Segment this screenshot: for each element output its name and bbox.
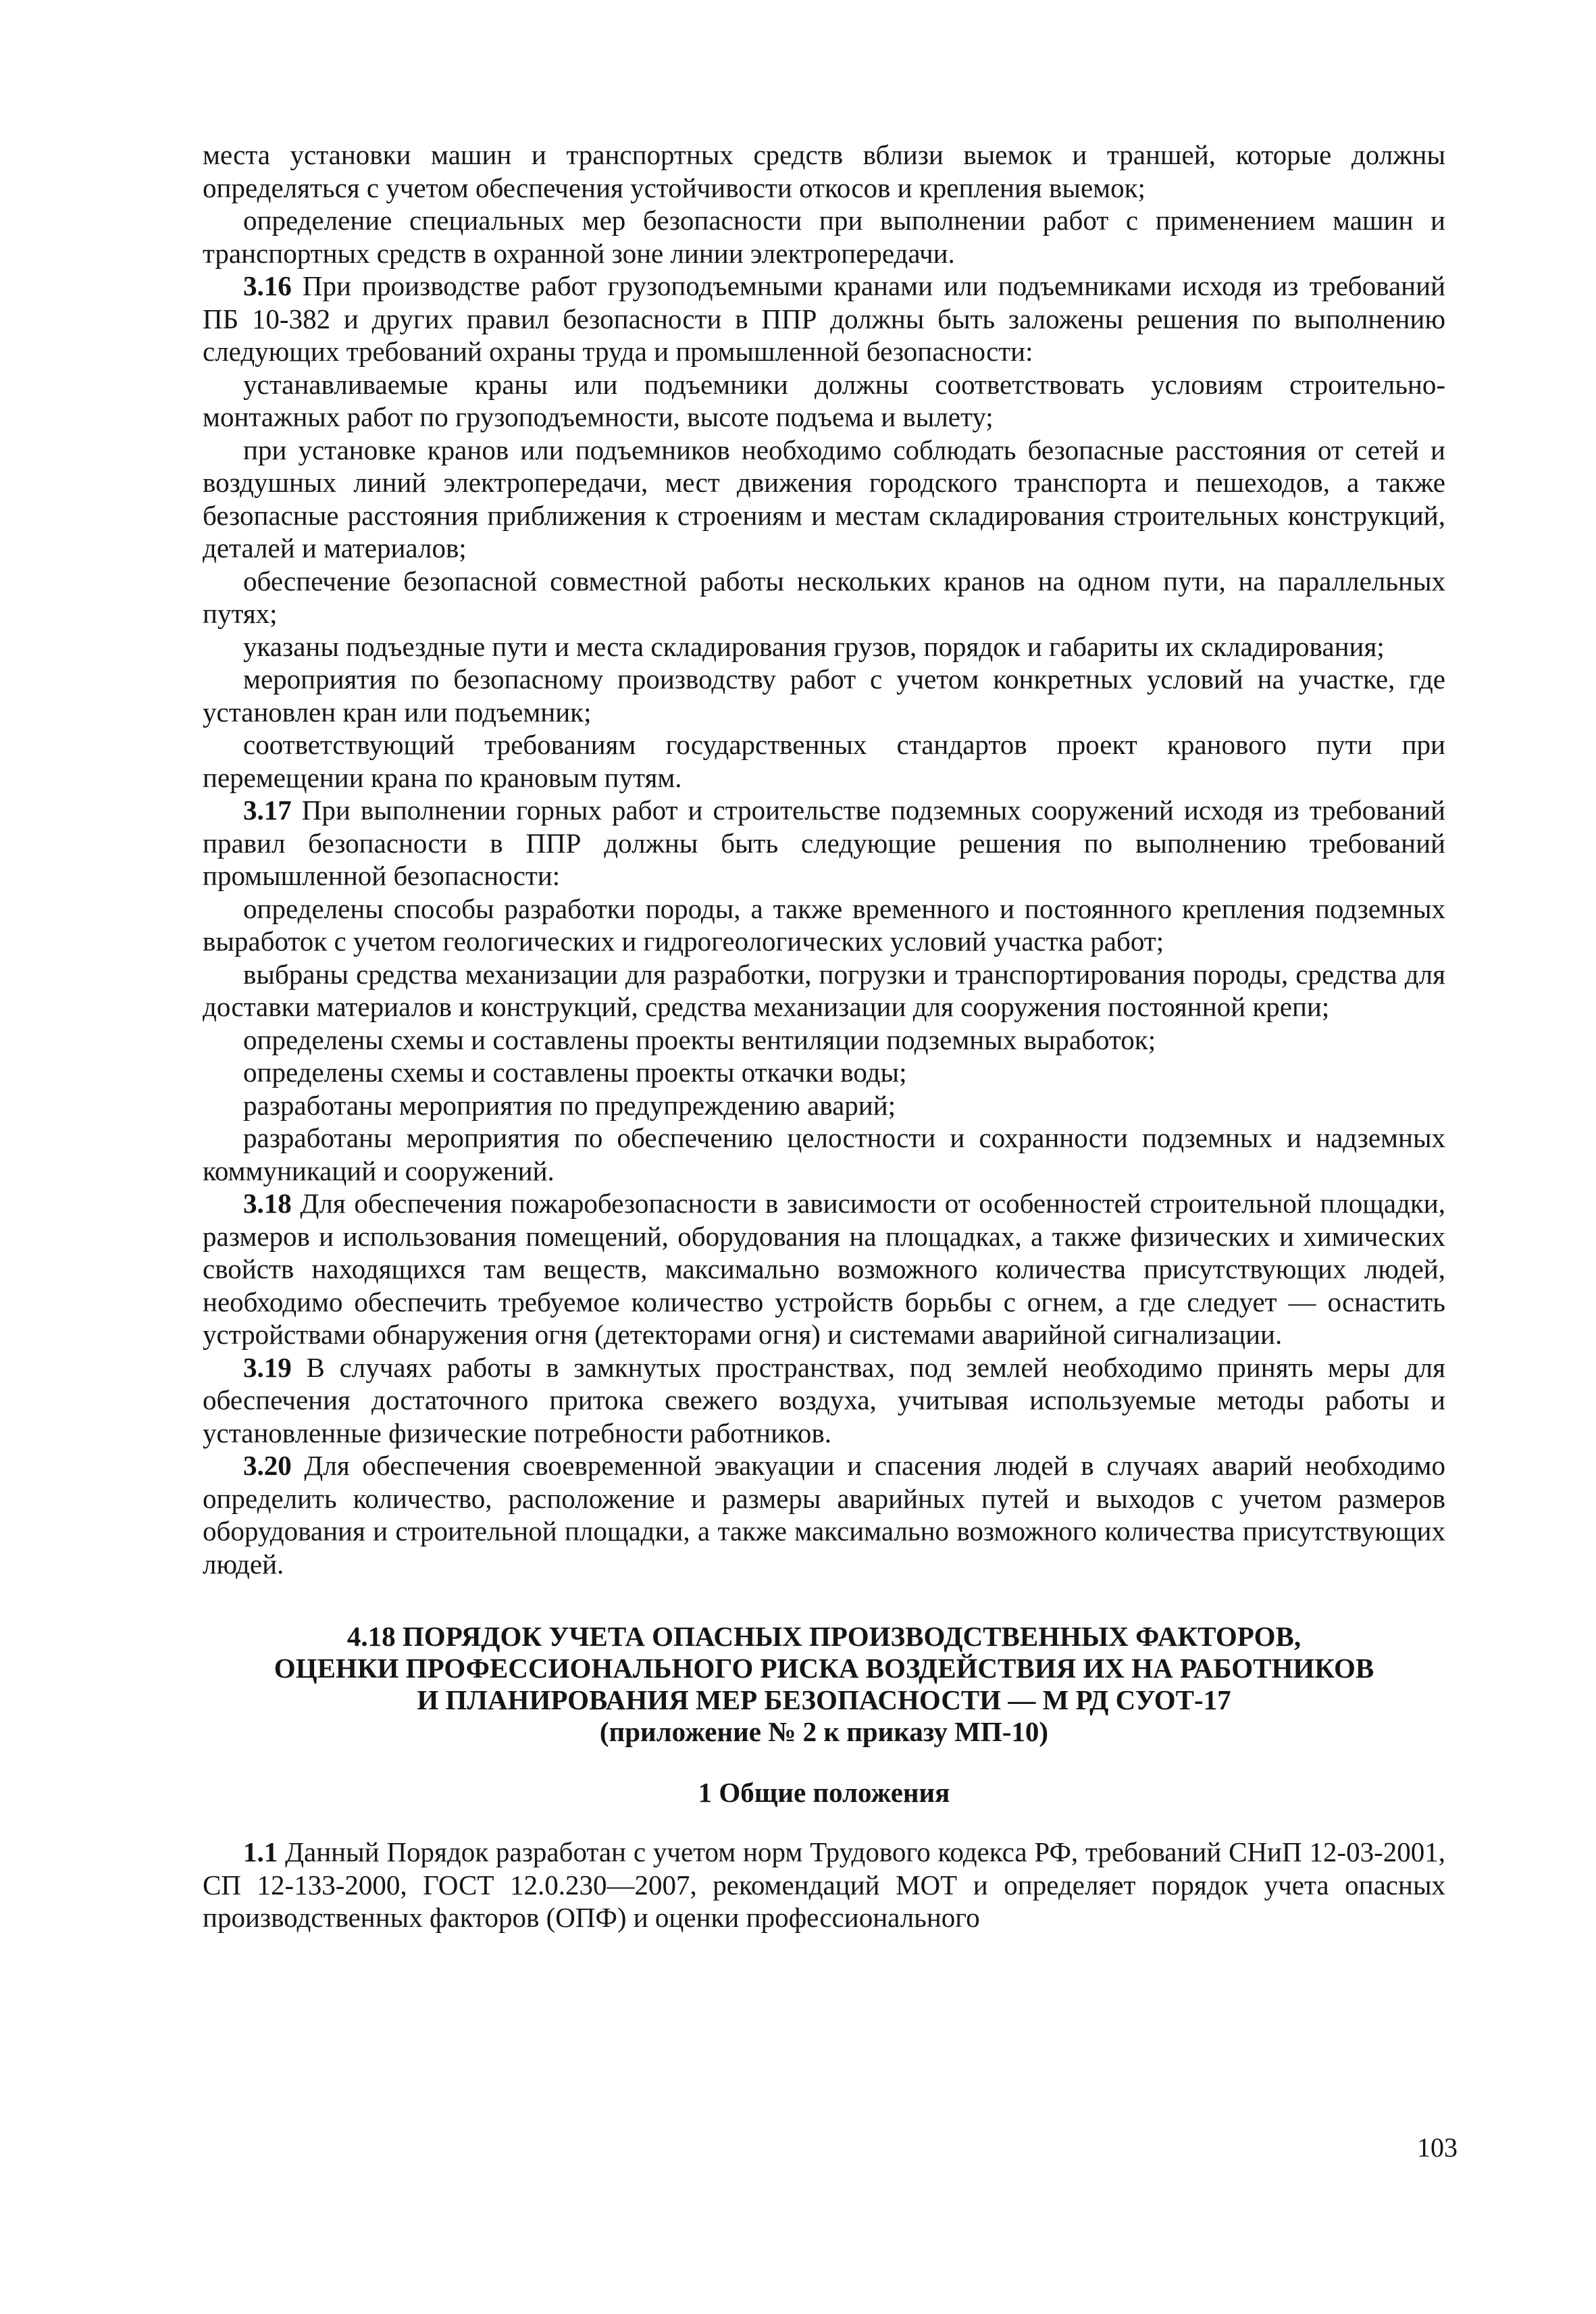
section-heading-line: И ПЛАНИРОВАНИЯ МЕР БЕЗОПАСНОСТИ — М РД СУОТ-17: [417, 1684, 1231, 1715]
paragraph: мероприятия по безопасному производству работ с учетом конкретных условий на участке, где установлен кран или подъемник;: [203, 663, 1445, 728]
paragraph: 3.17 При выполнении горных работ и строительстве подземных сооружений исходя из требований правил безопасности в ППР должны быть следующие решения по выполнению требований промышленной безопасности:: [203, 795, 1445, 891]
paragraph: определены способы разработки породы, а также временного и постоянного крепления подземных выработок с учетом геологических и гидрогеологических условий участка работ;: [203, 892, 1445, 957]
page-number: 103: [1417, 2132, 1458, 2163]
section-heading: [203, 1621, 1445, 1748]
section-heading-appendix: (приложение № 2 к приказу МП-10): [599, 1716, 1049, 1747]
paragraph: определены схемы и составлены проекты вентиляции подземных выработок;: [243, 1024, 1156, 1055]
paragraph: определены схемы и составлены проекты откачки воды;: [243, 1057, 907, 1088]
clause-number: 3.16: [243, 270, 292, 301]
paragraph: места установки машин и транспортных средств вблизи выемок и траншей, которые должны определяться с учетом обеспечения устойчивости откосов и крепления выемок;: [203, 139, 1445, 203]
subsection-heading: 1 Общие положения: [698, 1777, 950, 1808]
paragraph: разработаны мероприятия по предупреждению аварий;: [243, 1089, 896, 1121]
paragraph: обеспечение безопасной совместной работы нескольких кранов на одном пути, на параллельных путях;: [203, 565, 1445, 629]
paragraph: выбраны средства механизации для разработки, погрузки и транспортирования породы, средства для доставки материалов и конструкций, средства механизации для сооружения постоянной крепи;: [203, 958, 1445, 1022]
paragraph: 3.18 Для обеспечения пожаробезопасности в зависимости от особенностей строительной площадки, размеров и использования помещений, оборудования на площадках, а также физических и химических свойств находящихся там веществ, максимально возможного количества присутствующих людей, необходимо обеспечить требуемое количество устройств борьбы с огнем, а где следует — оснастить устройствами обнаружения огня (детекторами огня) и системами аварийной сигнализации.: [203, 1188, 1445, 1350]
clause-number: 3.17: [243, 795, 292, 826]
paragraph: 1.1 Данный Порядок разработан с учетом норм Трудового кодекса РФ, требований СНиП 12-03-2001, СП 12-133-2000, ГОСТ 12.0.230—2007, рекомендаций МОТ и определяет порядок учета опасных производственных факторов (ОПФ) и оценки профессионального: [203, 1836, 1445, 1933]
page-body: [203, 139, 1445, 1934]
paragraph: соответствующий требованиям государственных стандартов проект кранового пути при перемещении крана по крановым путям.: [203, 729, 1445, 793]
clause-number: 3.20: [243, 1450, 292, 1481]
paragraph: 3.19 В случаях работы в замкнутых пространствах, под землей необходимо принять меры для обеспечения достаточного притока свежего воздуха, учитывая используемые методы работы и установленные физические потребности работников.: [203, 1351, 1445, 1449]
paragraph: разработаны мероприятия по обеспечению целостности и сохранности подземных и надземных коммуникаций и сооружений.: [203, 1122, 1445, 1186]
clause-number: 3.19: [243, 1351, 292, 1383]
paragraph: при установке кранов или подъемников необходимо соблюдать безопасные расстояния от сетей и воздушных линий электропередачи, мест движения городского транспорта и пешеходов, а также безопасные расстояния приближения к строениям и местам складирования строительных конструкций, деталей и материалов;: [203, 434, 1445, 563]
section-heading-line: 4.18 ПОРЯДОК УЧЕТА ОПАСНЫХ ПРОИЗВОДСТВЕННЫХ ФАКТОРОВ,: [346, 1621, 1302, 1652]
clause-number: 1.1: [243, 1836, 278, 1867]
clause-number: 3.18: [243, 1188, 292, 1219]
paragraph: 3.16 При производстве работ грузоподъемными кранами или подъемниками исходя из требований ПБ 10-382 и других правил безопасности в ППР должны быть заложены решения по выполнению следующих требований охраны труда и промышленной безопасности:: [203, 270, 1445, 367]
paragraph: определение специальных мер безопасности при выполнении работ с применением машин и транспортных средств в охранной зоне линии электропередачи.: [203, 205, 1445, 269]
section-heading-line: ОЦЕНКИ ПРОФЕССИОНАЛЬНОГО РИСКА ВОЗДЕЙСТВИЯ ИХ НА РАБОТНИКОВ: [274, 1653, 1374, 1684]
paragraph: указаны подъездные пути и места складирования грузов, порядок и габариты их складирования;: [243, 630, 1385, 662]
paragraph: 3.20 Для обеспечения своевременной эвакуации и спасения людей в случаях аварий необходимо определить количество, расположение и размеры аварийных путей и выходов с учетом размеров оборудования и строительной площадки, а также максимально возможного количества присутствующих людей.: [203, 1450, 1445, 1580]
paragraph: устанавливаемые краны или подъемники должны соответствовать условиям строительно-монтажных работ по грузоподъемности, высоте подъема и вылету;: [203, 368, 1445, 432]
